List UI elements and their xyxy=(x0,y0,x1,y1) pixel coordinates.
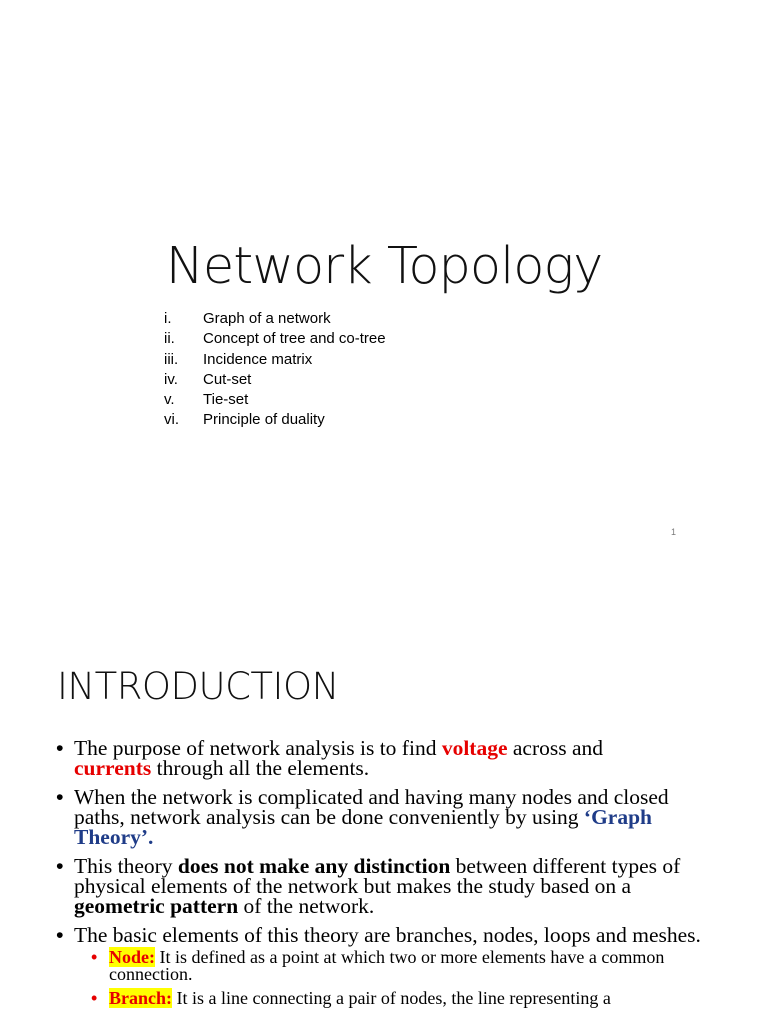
bullet-item: • The purpose of network analysis is to find voltage across and currents through all the elements. xyxy=(56,738,716,778)
slide-title: INTRODUCTION xyxy=(57,665,339,708)
list-number: iv. xyxy=(164,370,178,388)
slide-title: Network Topology xyxy=(165,237,603,296)
sub-bullet-list xyxy=(74,949,716,1007)
list-number: iii. xyxy=(164,350,179,368)
list-text: Graph of a network xyxy=(203,310,331,327)
slide-2 xyxy=(0,576,768,1024)
term-branch: Branch: xyxy=(109,988,172,1008)
list-item xyxy=(164,350,386,370)
bullet-list xyxy=(56,738,716,1016)
sub-bullet-item: • Node: It is defined as a point at which two or more elements have a common connection. xyxy=(74,949,716,983)
bullet-item: • When the network is complicated and having many nodes and closed paths, network analysis can be done conveniently by using ‘Graph Theory’. xyxy=(56,787,716,847)
topic-list xyxy=(164,309,386,431)
term-node: Node: xyxy=(109,947,155,967)
graph-theory-term: ‘Graph Theory’. xyxy=(74,805,653,849)
list-text: Principle of duality xyxy=(203,411,325,429)
list-number: v. xyxy=(164,391,175,409)
list-number: vi. xyxy=(164,411,179,429)
list-item xyxy=(164,309,386,329)
list-number: i. xyxy=(164,310,172,327)
page-number: 1 xyxy=(671,527,677,537)
list-item xyxy=(164,370,386,390)
list-item xyxy=(164,390,386,410)
list-item xyxy=(164,329,386,349)
bullet-item: • This theory does not make any distinction between different types of physical elements of the network but makes the study based on a geometric pattern of the network. xyxy=(56,856,716,916)
list-text: Incidence matrix xyxy=(203,350,313,368)
bullet-item: • The basic elements of this theory are branches, nodes, loops and meshes. • Node: It is defined as a point at which two or more elements have a common connection. • Branch: It is a line connecting a pair of nodes, the line representing a xyxy=(56,925,716,1007)
sub-bullet-item: • Branch: It is a line connecting a pair of nodes, the line representing a xyxy=(74,990,716,1007)
list-item xyxy=(164,410,386,430)
list-text: Tie-set xyxy=(203,391,249,409)
currents-term: currents xyxy=(74,756,152,780)
list-text: Concept of tree and co-tree xyxy=(203,330,386,348)
list-number: ii. xyxy=(164,330,175,348)
bold-phrase: geometric pattern xyxy=(74,894,239,918)
bold-phrase: does not make any distinction xyxy=(177,854,451,878)
voltage-term: voltage xyxy=(441,736,508,760)
list-text: Cut-set xyxy=(203,370,252,388)
